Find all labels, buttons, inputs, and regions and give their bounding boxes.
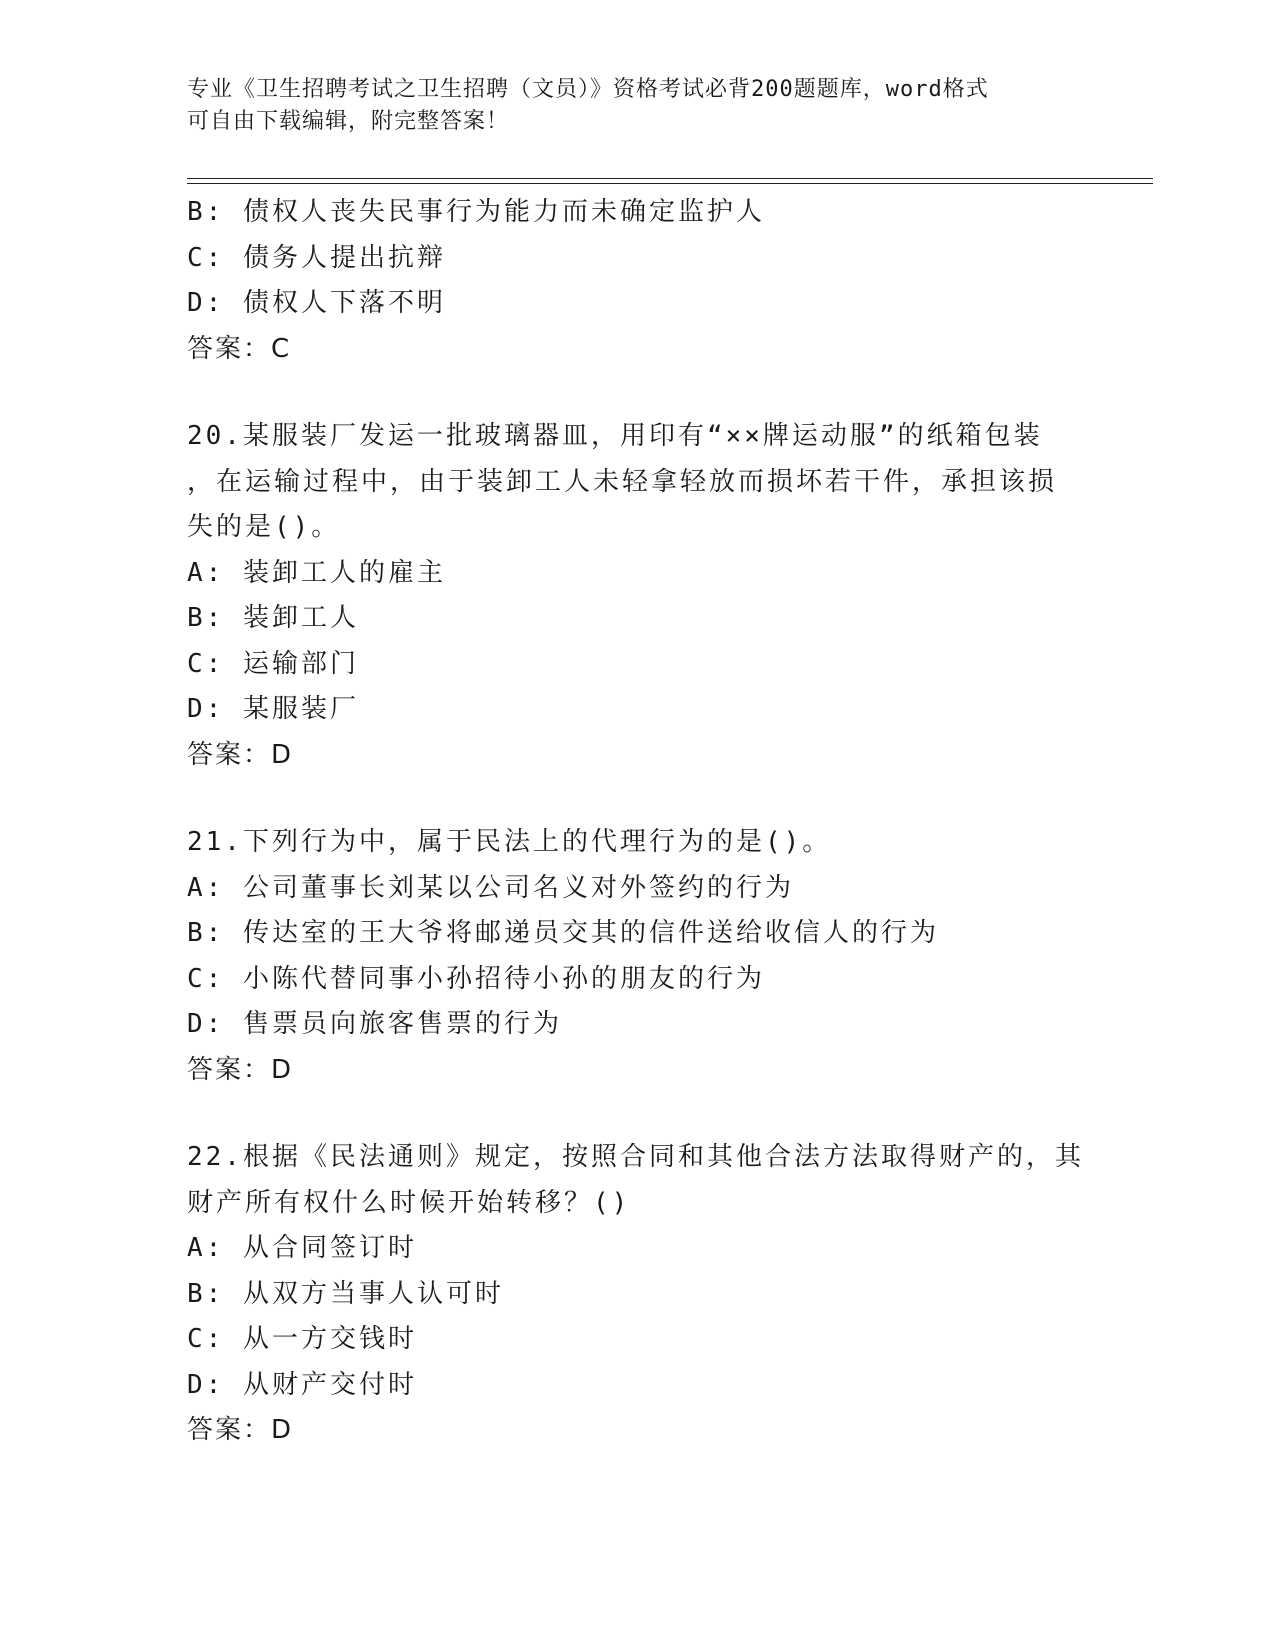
option-d: D: 售票员向旅客售票的行为: [187, 1009, 562, 1039]
option-a: A: 从合同签订时: [187, 1233, 417, 1263]
document-header: [187, 74, 1087, 138]
header-divider-bottom: [187, 183, 1153, 184]
question-list: [187, 190, 1087, 1454]
question-stem-line: 失的是()。: [187, 512, 341, 542]
header-line-2: 可自由下载编辑，附完整答案！: [187, 109, 510, 134]
option-b: B: 装卸工人: [187, 603, 359, 633]
question-block-22: [187, 1135, 1087, 1454]
question-block-20: [187, 414, 1087, 778]
option-c: C: 运输部门: [187, 648, 359, 679]
option-c: C: 债务人提出抗辩: [187, 242, 446, 273]
header-line-1: 专业《卫生招聘考试之卫生招聘（文员）》资格考试必背200题题库，word格式: [187, 77, 989, 102]
option-c: C: 从一方交钱时: [187, 1324, 417, 1354]
option-b: B: 债权人丧失民事行为能力而未确定监护人: [187, 197, 765, 227]
option-d: D: 从财产交付时: [187, 1369, 417, 1400]
question-stem-line: 21.下列行为中，属于民法上的代理行为的是()。: [187, 827, 832, 857]
question-stem-line: 20.某服装厂发运一批玻璃器皿，用印有“××牌运动服”的纸箱包装: [187, 421, 1043, 451]
header-divider-top: [187, 178, 1153, 179]
spacer: [187, 778, 1087, 820]
answer-line: 答案：C: [187, 333, 292, 364]
question-stem-line: ，在运输过程中，由于装卸工人未轻拿轻放而损坏若干件，承担该损: [187, 466, 1058, 497]
question-stem-line: 22.根据《民法通则》规定，按照合同和其他合法方法取得财产的，其: [187, 1142, 1084, 1172]
question-block-21: [187, 820, 1087, 1093]
spacer: [187, 1093, 1087, 1135]
question-stem-line: 财产所有权什么时候开始转移？(): [187, 1187, 631, 1218]
option-d: D: 债权人下落不明: [187, 288, 446, 318]
answer-line: 答案：D: [187, 739, 294, 770]
option-b: B: 传达室的王大爷将邮递员交其的信件送给收信人的行为: [187, 918, 939, 948]
option-c: C: 小陈代替同事小孙招待小孙的朋友的行为: [187, 963, 765, 994]
option-b: B: 从双方当事人认可时: [187, 1278, 504, 1309]
question-block-19: [187, 190, 1087, 372]
option-d: D: 某服装厂: [187, 694, 359, 724]
spacer: [187, 372, 1087, 414]
answer-line: 答案：D: [187, 1415, 294, 1445]
option-a: A: 装卸工人的雇主: [187, 557, 446, 588]
answer-line: 答案：D: [187, 1054, 294, 1085]
option-a: A: 公司董事长刘某以公司名义对外签约的行为: [187, 872, 794, 903]
